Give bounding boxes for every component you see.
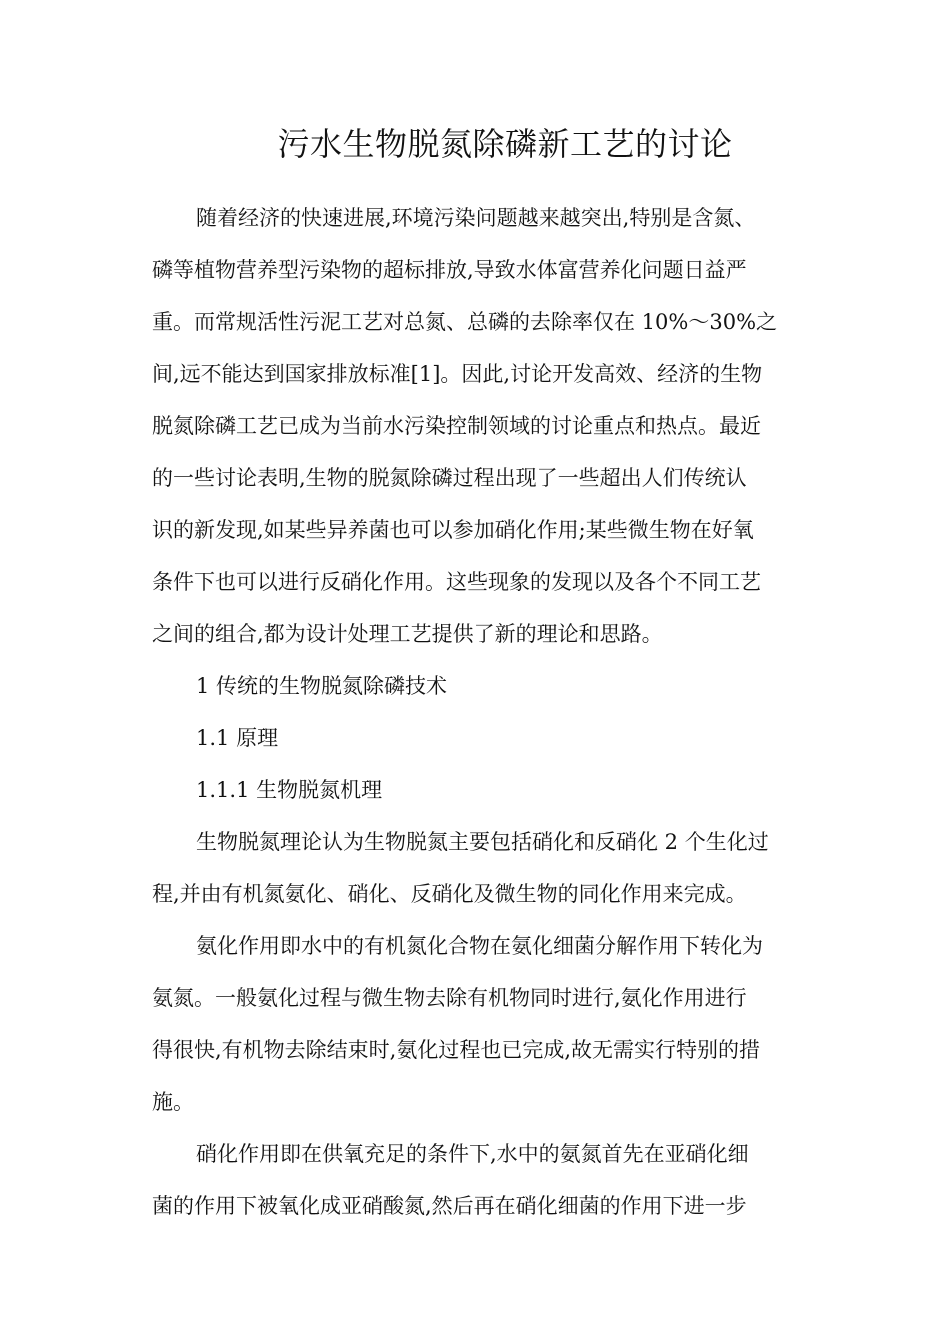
text-line: 间,远不能达到国家排放标准[1]。因此,讨论开发高效、经济的生物 xyxy=(152,362,763,386)
text-line: 氨化作用即水中的有机氮化合物在氨化细菌分解作用下转化为 xyxy=(196,934,763,958)
text-line: 脱氮除磷工艺已成为当前水污染控制领域的讨论重点和热点。最近 xyxy=(152,414,761,438)
text-line: 菌的作用下被氧化成亚硝酸氮,然后再在硝化细菌的作用下进一步 xyxy=(152,1194,747,1218)
text-line: 的一些讨论表明,生物的脱氮除磷过程出现了一些超出人们传统认 xyxy=(152,466,747,490)
text-line: 识的新发现,如某些异养菌也可以参加硝化作用;某些微生物在好氧 xyxy=(152,518,754,542)
text-line: 硝化作用即在供氧充足的条件下,水中的氨氮首先在亚硝化细 xyxy=(196,1142,749,1166)
text-line: 条件下也可以进行反硝化作用。这些现象的发现以及各个不同工艺 xyxy=(152,570,761,594)
text-line: 1.1 原理 xyxy=(196,726,279,750)
text-line: 磷等植物营养型污染物的超标排放,导致水体富营养化问题日益严 xyxy=(152,258,747,282)
document-body xyxy=(152,192,802,1232)
text-line: 之间的组合,都为设计处理工艺提供了新的理论和思路。 xyxy=(152,622,663,646)
text-line: 重。而常规活性污泥工艺对总氮、总磷的去除率仅在 10%～30%之 xyxy=(152,310,778,334)
document-title: 污水生物脱氮除磷新工艺的讨论 xyxy=(277,125,733,163)
text-line: 程,并由有机氮氨化、硝化、反硝化及微生物的同化作用来完成。 xyxy=(152,882,747,906)
text-line: 1 传统的生物脱氮除磷技术 xyxy=(196,674,448,698)
text-line: 生物脱氮理论认为生物脱氮主要包括硝化和反硝化 2 个生化过 xyxy=(196,830,769,854)
text-line: 1.1.1 生物脱氮机理 xyxy=(196,778,383,802)
text-line: 随着经济的快速进展,环境污染问题越来越突出,特别是含氮、 xyxy=(196,206,756,230)
text-line: 氨氮。一般氨化过程与微生物去除有机物同时进行,氨化作用进行 xyxy=(152,986,747,1010)
text-line: 得很快,有机物去除结束时,氨化过程也已完成,故无需实行特别的措 xyxy=(152,1038,761,1062)
text-line: 施。 xyxy=(152,1090,194,1114)
